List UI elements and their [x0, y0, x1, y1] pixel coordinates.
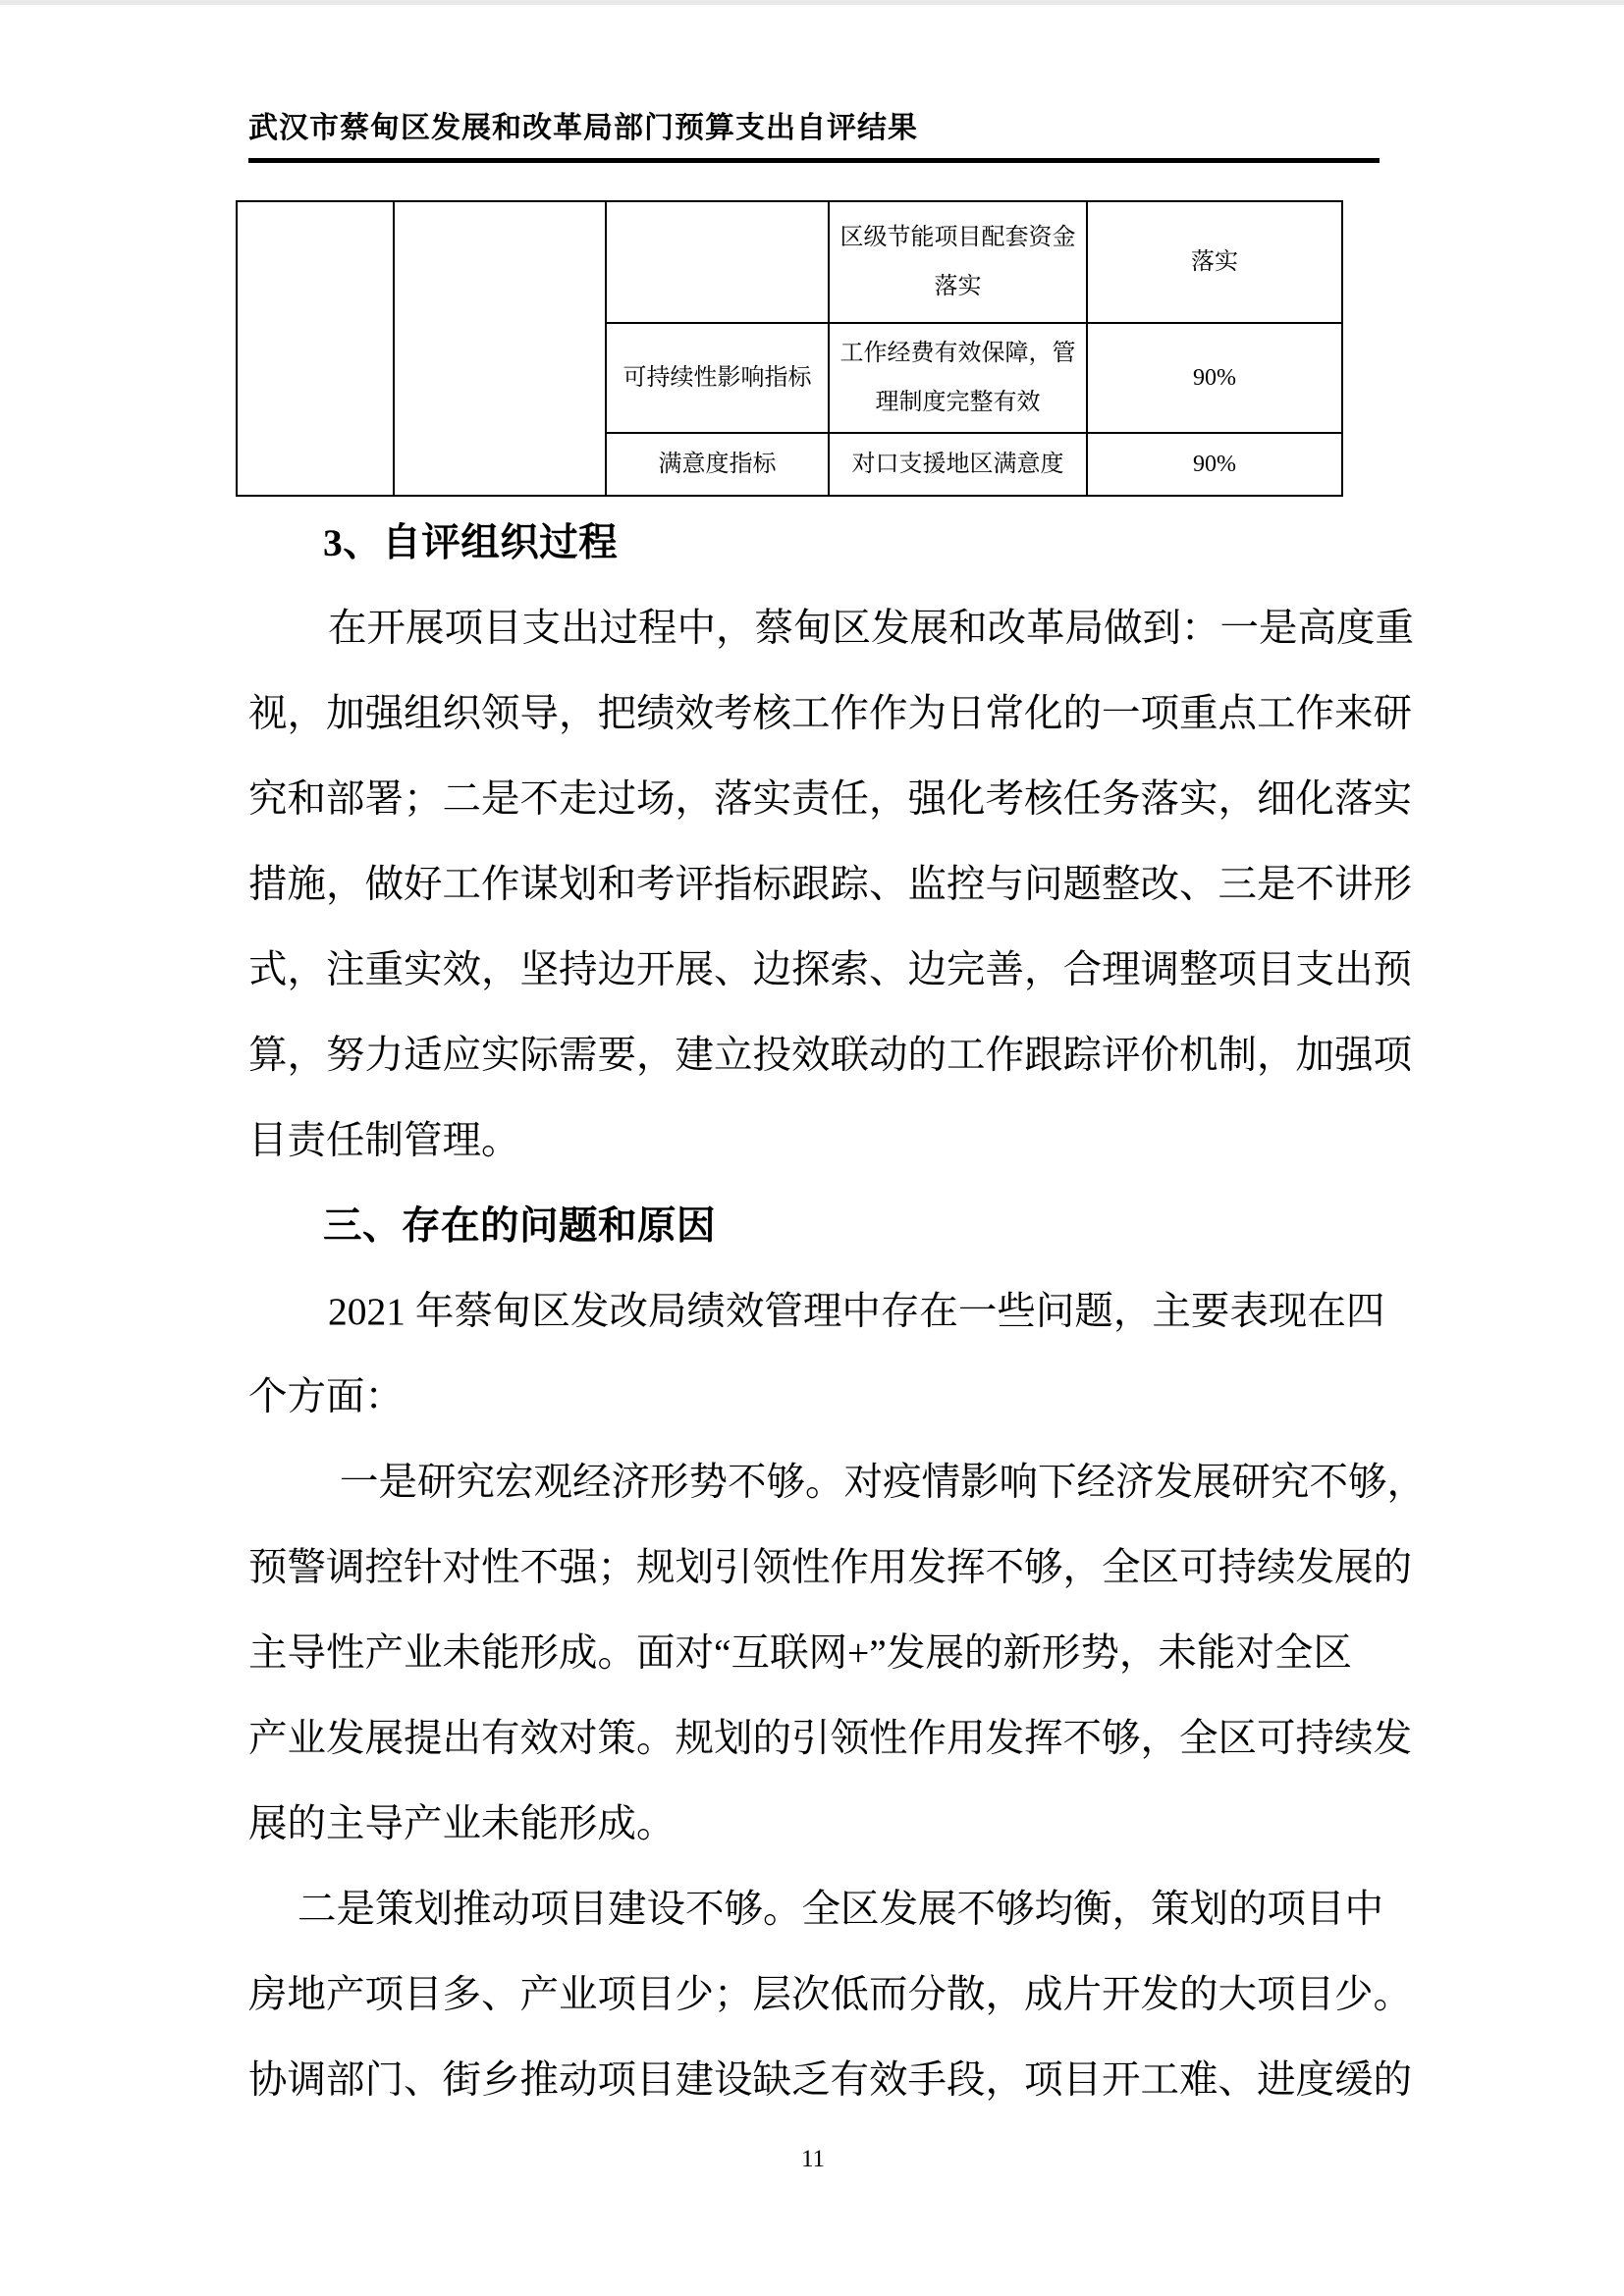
evaluation-indicator-table: [236, 200, 1343, 497]
table-cell-indicator-type: 满意度指标: [606, 433, 829, 496]
document-header-title: 武汉市蔡甸区发展和改革局部门预算支出自评结果: [248, 112, 918, 144]
table-cell-indicator-content: 区级节能项目配套资金落实: [829, 201, 1087, 323]
table-cell-indicator-type: 可持续性影响指标: [606, 323, 829, 433]
paragraph-line: 预警调控针对性不强；规划引领性作用发挥不够，全区可持续发展的: [248, 1546, 1412, 1589]
paragraph-line: 协调部门、街乡推动项目建设缺乏有效手段，项目开工难、进度缓的: [248, 2058, 1412, 2102]
paragraph-line: 展的主导产业未能形成。: [248, 1802, 676, 1845]
paragraph-line: 产业发展提出有效对策。规划的引领性作用发挥不够，全区可持续发: [248, 1717, 1412, 1760]
paragraph-line: 措施，做好工作谋划和考评指标跟踪、监控与问题整改、三是不讲形: [248, 863, 1412, 906]
paragraph-line: 算，努力适应实际需要，建立投效联动的工作跟踪评价机制，加强项: [248, 1034, 1412, 1077]
table-cell-empty-col2: [394, 201, 606, 496]
table-cell-value: 90%: [1087, 323, 1342, 433]
paragraph-line: 目责任制管理。: [248, 1119, 520, 1162]
table-cell-value: 落实: [1087, 201, 1342, 323]
table-cell-indicator-content: 对口支援地区满意度: [829, 433, 1087, 496]
header-rule: [248, 158, 1380, 163]
paragraph-line: 究和部署；二是不走过场，落实责任，强化考核任务落实，细化落实: [248, 777, 1412, 821]
paragraph-line: 一是研究宏观经济形势不够。对疫情影响下经济发展研究不够，: [340, 1461, 1426, 1504]
table-cell-indicator-content: 工作经费有效保障，管理制度完整有效: [829, 323, 1087, 433]
table-cell-value: 90%: [1087, 433, 1342, 496]
paragraph-line: 在开展项目支出过程中，蔡甸区发展和改革局做到：一是高度重: [328, 607, 1414, 650]
page-number: 11: [800, 2146, 826, 2172]
section-heading-problems-and-causes: 三、存在的问题和原因: [323, 1204, 716, 1248]
table-cell-empty-col1: [237, 201, 394, 496]
paragraph-line: 房地产项目多、产业项目少；层次低而分散，成片开发的大项目少。: [248, 1973, 1412, 2016]
section-heading-self-evaluation-process: 3、自评组织过程: [323, 521, 619, 564]
paragraph-line: 视，加强组织领导，把绩效考核工作作为日常化的一项重点工作来研: [248, 692, 1412, 735]
paragraph-line: 个方面：: [248, 1375, 404, 1418]
table-cell-indicator-type: [606, 201, 829, 323]
table-row: [237, 201, 1342, 323]
paragraph-line: 2021 年蔡甸区发改局绩效管理中存在一些问题，主要表现在四: [328, 1290, 1385, 1333]
paragraph-line: 主导性产业未能形成。面对“互联网+”发展的新形势，未能对全区: [248, 1631, 1352, 1675]
paragraph-line: 二是策划推动项目建设不够。全区发展不够均衡，策划的项目中: [298, 1888, 1383, 1931]
paragraph-line: 式，注重实效，坚持边开展、边探索、边完善，合理调整项目支出预: [248, 948, 1412, 991]
